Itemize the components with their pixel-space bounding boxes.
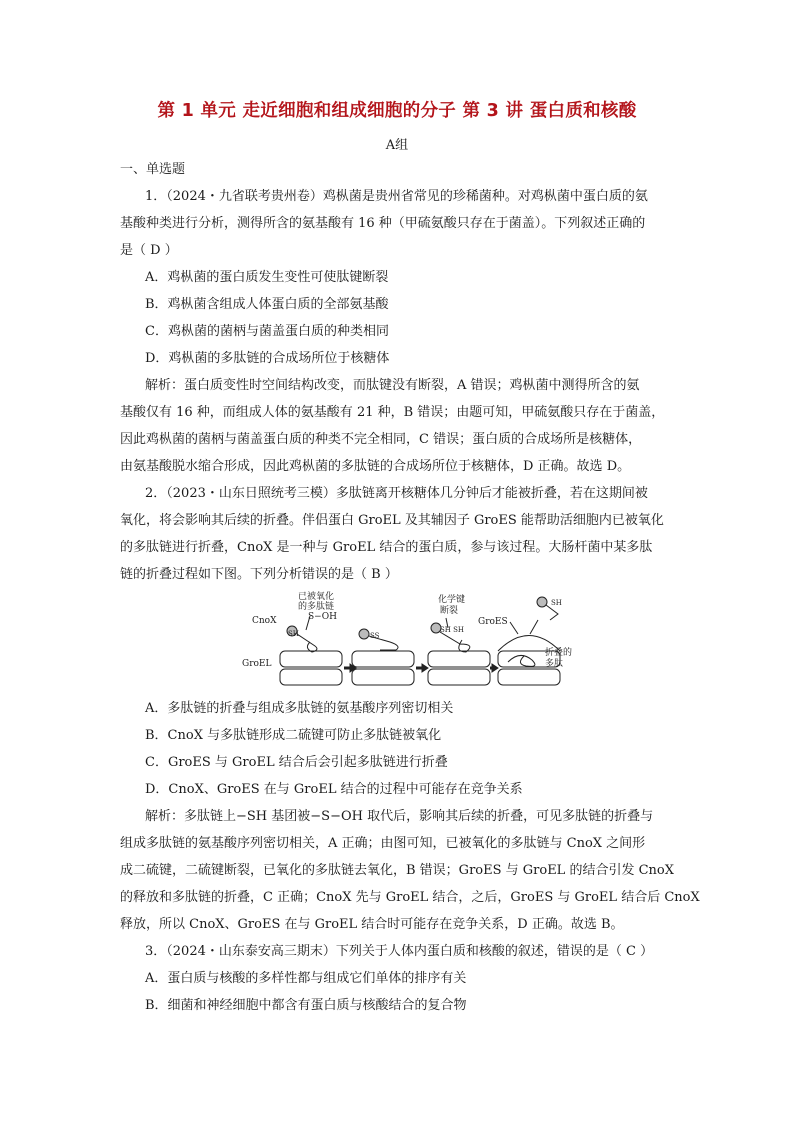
release-arrow-line [530,620,538,634]
label-shsh: SH SH [440,626,465,634]
q3-stem-line-1: 3．（2024・山东泰安高三期末）下列关于人体内蛋白质和核酸的叙述，错误的是（ C ） [145,944,654,959]
released-chain [546,605,558,620]
label-soh: S−OH [308,612,337,622]
groel-bottom-block-4 [498,669,560,685]
label-chem2: 断裂 [440,606,459,616]
oxidized-chain-1 [297,634,317,652]
label-folded1: 折叠的 [545,648,573,658]
q1-stem-line-1: 1．（2024・九省联考贵州卷）鸡枞菌是贵州省常见的珍稀菌种。对鸡枞菌中蛋白质的氨 [145,189,648,204]
label-groes: GroES [478,617,508,627]
q1-stem-line-3: 是（ D ） [120,243,178,258]
group-label: A组 [385,138,409,153]
q1-option-b: B．鸡枞菌含组成人体蛋白质的全部氨基酸 [145,297,389,312]
groel-top-block-1 [280,651,342,667]
q2-option-a: A．多肽链的折叠与组成多肽链的氨基酸序列密切相关 [145,701,454,716]
label-ss: SS [370,632,380,640]
q1-option-d: D．鸡枞菌的多肽链的合成场所位于核糖体 [145,351,390,366]
q1-option-c: C．鸡枞菌的菌柄与菌盖蛋白质的种类相同 [145,324,389,339]
groel-top-block-3 [428,651,490,667]
q1-analysis-line-3: 因此鸡枞菌的菌柄与菌盖蛋白质的种类不完全相同，C 错误；蛋白质的合成场所是核糖体， [120,432,642,447]
arrow-2-head [422,664,428,672]
q1-analysis-line-2: 基酸仅有 16 种，而组成人体的氨基酸有 21 种，B 错误；由题可知，甲硫氨酸只存在于菌盖， [120,405,665,420]
arrow-3-head [492,664,498,672]
q2-stem-line-3: 的多肽链进行折叠，CnoX 是一种与 GroEL 结合的蛋白质，参与该过程。大肠杆菌中某多肽 [120,540,653,555]
q2-stem-line-4: 链的折叠过程如下图。下列分析错误的是（ B ） [120,567,398,582]
label-folded2: 多肽 [545,659,564,669]
groel-bottom-block-3 [428,669,490,685]
page-title: 第 1 单元 走近细胞和组成细胞的分子 第 3 讲 蛋白质和核酸 [157,101,637,121]
label-cnox: CnoX [252,616,277,626]
q3-option-b: B．细菌和神经细胞中都含有蛋白质与核酸结合的复合物 [145,998,467,1013]
chain-3 [440,632,470,652]
cnox-bead-released [537,597,547,607]
label-sh-released: SH [551,599,562,607]
label-sh: SH [288,630,299,638]
label-groel: GroEL [242,659,272,669]
q2-analysis-line-1: 解析：多肽链上−SH 基团被−S−OH 取代后，影响其后续的折叠，可见多肽链的折叠与 [145,809,654,824]
q1-analysis-line-1: 解析：蛋白质变性时空间结构改变，而肽键没有断裂，A 错误；鸡枞菌中测得所含的氨 [145,378,640,393]
q2-analysis-line-5: 释放，所以 CnoX、GroES 在与 GroEL 结合时可能存在竞争关系，D 正确。故选 B。 [120,917,624,932]
q2-option-c: C．GroES 与 GroEL 结合后会引起多肽链进行折叠 [145,755,448,770]
label-chem1: 化学键 [438,595,466,605]
q2-analysis-line-2: 组成多肽链的氨基酸序列密切相关，A 正确；由图可知，已被氧化的多肽链与 CnoX 之间形 [120,836,646,851]
q2-option-d: D．CnoX、GroES 在与 GroEL 结合的过程中可能存在竞争关系 [145,782,523,797]
groel-top-block-2 [352,651,414,667]
q1-stem-line-2: 基酸种类进行分析，测得所含的氨基酸有 16 种（甲硫氨酸只存在于菌盖）。下列叙述正确的 [120,216,646,231]
protein-folding-diagram [240,590,580,695]
q2-option-b: B．CnoX 与多肽链形成二硫键可防止多肽链被氧化 [145,728,442,743]
q3-option-a: A．蛋白质与核酸的多样性都与组成它们单体的排序有关 [145,971,467,986]
q1-analysis-line-4: 由氨基酸脱水缩合形成，因此鸡枞菌的多肽链的合成场所位于核糖体，D 正确。故选 D。 [120,459,631,474]
groel-bottom-block-2 [352,669,414,685]
section-heading: 一、单选题 [120,162,186,177]
groes-arrow-line [510,622,518,634]
q2-stem-line-1: 2．（2023・山东日照统考三模）多肽链离开核糖体几分钟后才能被折叠，若在这期间被 [145,486,648,501]
folded-peptide [508,655,535,666]
q2-stem-line-2: 氧化，将会影响其后续的折叠。伴侣蛋白 GroEL 及其辅因子 GroES 能帮助活细胞内已被氧化 [120,513,664,528]
q2-analysis-line-4: 的释放和多肽链的折叠，C 正确；CnoX 先与 GroEL 结合，之后，GroES 与 GroEL 结合后 CnoX [120,890,700,905]
cnox-bead-2 [359,629,369,639]
q1-option-a: A．鸡枞菌的蛋白质发生变性可使肽键断裂 [145,270,389,285]
q2-analysis-line-3: 成二硫键，二硫键断裂，已氧化的多肽链去氧化，B 错误；GroES 与 GroEL 的结合引发 CnoX [120,863,674,878]
label-oxidized: 已被氧化 [298,592,335,602]
label-chain: 的多肽链 [298,602,335,612]
groel-bottom-block-1 [280,669,342,685]
